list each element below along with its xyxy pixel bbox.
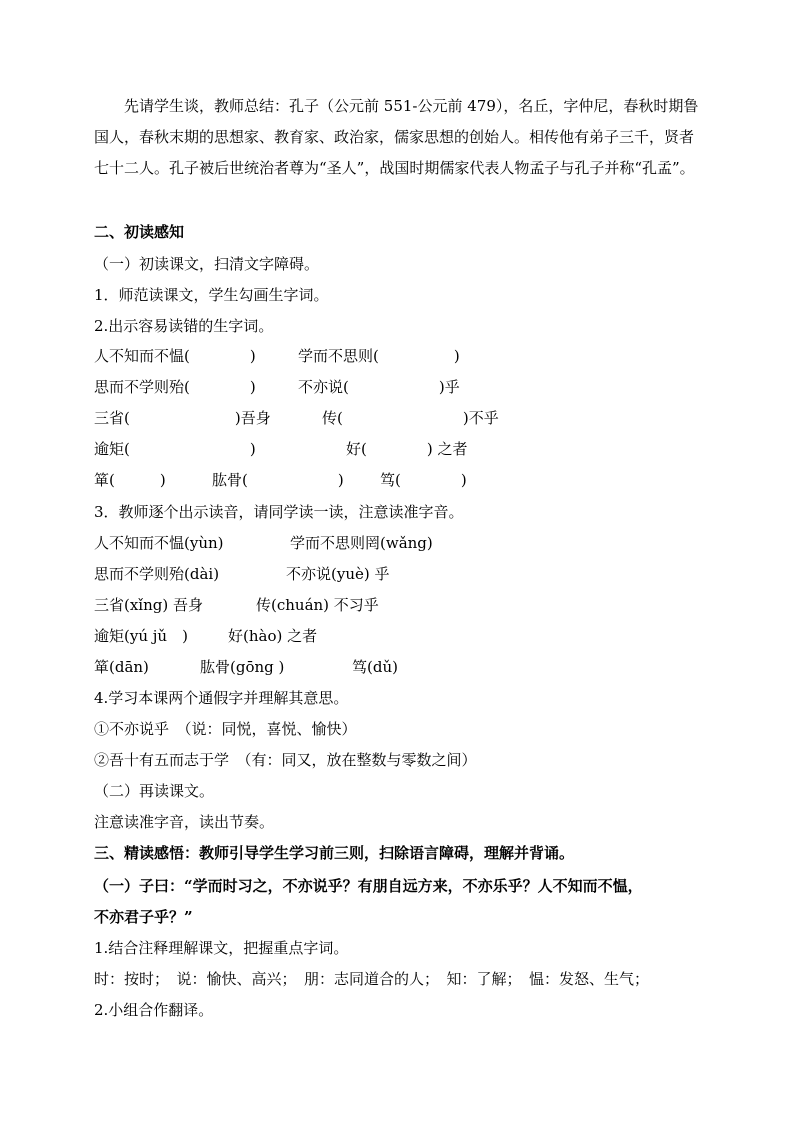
intro-paragraph [94,91,704,184]
blank-item: 好( ) 之者 [346,440,468,458]
blank-item: 三省( )吾身 [94,409,271,427]
blank-item: 箪( ) [94,471,166,489]
step-one-text: 1．师范读课文，学生勾画生字词。 [94,286,329,304]
blank-item: 不亦说( )乎 [298,378,460,396]
reading-item: 肱骨(gōng ) [200,658,285,676]
blank-item: 思而不学则殆( ) [94,378,256,396]
subsection-two-heading: （二）再读课文。 [94,782,215,800]
reading-item: 传(chuán) 不习乎 [256,596,379,614]
reading-item: 三省(xǐng) 吾身 [94,596,203,614]
blank-item: 学而不思则( ) [298,347,460,365]
step-two-text: 2.出示容易读错的生字词。 [94,317,274,335]
section-three-heading: 三、精读感悟：教师引导学生学习前三则，扫除语言障碍，理解并背诵。 [94,844,575,862]
quote-line-two: 不亦君子乎？” [94,908,193,926]
tongjia-item-one: ①不亦说乎 （说：同悦，喜悦、愉快） [94,720,357,738]
step-b-two-text: 2.小组合作翻译。 [94,1001,214,1019]
blank-item: 传( )不乎 [322,409,499,427]
section-two-heading: 二、初读感知 [94,223,185,241]
reading-item: 逾矩(yú jǔ ) [94,627,188,645]
subsection-one-heading: （一）初读课文，扫清文字障碍。 [94,255,320,273]
reading-item: 好(hào) 之者 [228,627,318,645]
reading-item: 学而不思则罔(wǎng) [290,534,433,552]
step-three-text: 3．教师逐个出示读音，请同学读一读，注意读准字音。 [94,503,464,521]
blank-item: 笃( ) [380,471,467,489]
blank-item: 逾矩( ) [94,440,256,458]
subsection-two-text: 注意读准字音，读出节奏。 [94,813,275,831]
intro-text: 先请学生谈，教师总结：孔子（公元前 551-公元前 479），名丘，字仲尼，春秋时期鲁国人，春秋末期的思想家、教育家、政治家，儒家思想的创始人。相传他有弟子三千，贤者七十二人。孔子被后世统治者尊为“圣人”，战国时期儒家代表人物孟子与孔子并称“孔孟”。 [94,97,699,177]
reading-item: 笃(dǔ) [352,658,398,676]
step-b-one-text: 1.结合注释理解课文，把握重点字词。 [94,939,349,957]
reading-item: 人不知而不愠(yùn) [94,534,224,552]
step-four-text: 4.学习本课两个通假字并理解其意思。 [94,689,349,707]
blank-item: 人不知而不愠( ) [94,347,256,365]
quote-line-one: （一）子曰：“学而时习之，不亦说乎？有朋自远方来，不亦乐乎？人不知而不愠， [94,877,643,895]
blank-item: 肱骨( ) [212,471,344,489]
tongjia-item-two: ②吾十有五而志于学 （有：同又，放在整数与零数之间） [94,751,477,769]
reading-item: 不亦说(yuè) 乎 [286,565,390,583]
glossary-line: 时：按时； 说：愉快、高兴； 朋：志同道合的人； 知：了解； 愠：发怒、生气； [94,970,650,988]
reading-item: 箪(dān) [94,658,149,676]
reading-item: 思而不学则殆(dài) [94,565,220,583]
